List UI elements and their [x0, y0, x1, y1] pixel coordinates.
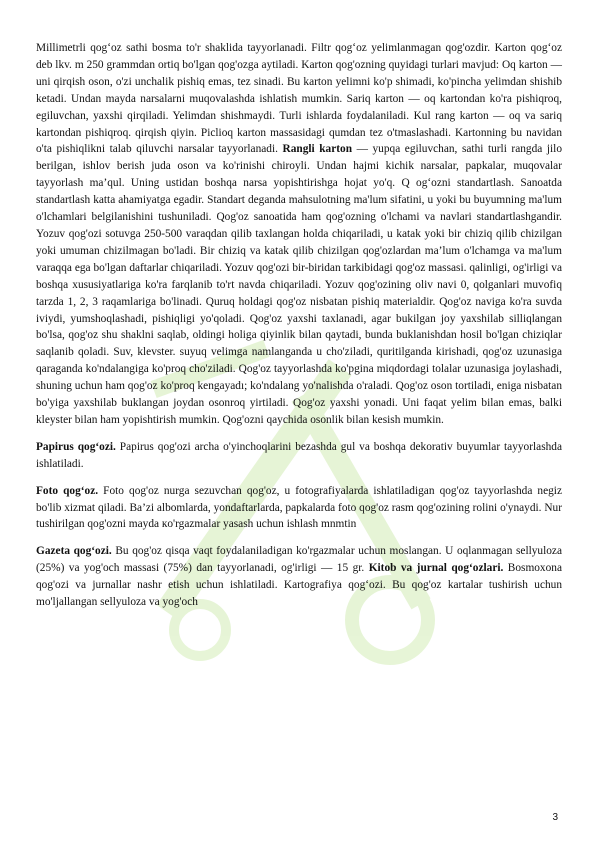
paragraph-papirus [36, 439, 562, 473]
gazeta-text: Bu qog'oz qisqa vaqt foydalaniladigan ko'rgazmalar uchun moslangan. U oqlanmagan sellyuloza (25%) va yog'och massasi (75%) dan tayyorlanadi, og'irligi — 15 gr. [36, 545, 562, 575]
paragraph-karton-text-a: Millimetrli qog‘oz sathi bosma to'r shaklida tayyorlanadi. Filtr qog‘oz yelimlanmagan qog'ozdir. Karton qog‘oz deb lkv. m 250 grammdan ortiq bo'lgan qog'ozga aytiladi. Karton qog'ozning quyidagi turlari mavjud: Oq karton — uni qirqish oson, o'zi unchalik pishiq emas, tez sinadi. Bu karton yelimni ko'p shimadi, ko'pincha yelimdan shishib ketadi. Undan mayda narsalarni muqovalashda ishlatish mumkin. Sariq karton — oq kartondan ko'ra pishiqroq, egiluvchan, yaxshi qirqiladi. Yelimdan shishmaydi. Turli ishlarda foydalaniladi. Kul rang karton — oq va sariq kartondan pishiqroq. qirqish qiyin. Piclioq karton massasidagi qumdan tez o'tmaslashadi. Kartonning bu navidan o'ta pishiqlikni talab qiluvchi narsalar tayyorlanadi. [36, 42, 562, 156]
document-page [36, 40, 562, 621]
foto-text: Foto qog'oz nurga sezuvchan qog'oz, u fotografiyalarda ishlatiladigan qog'oz tayyorlashda negiz bo'lib xizmat qiladi. Ba’zi albomlarda, yondaftarlarda, papkalarda foto qog'oz rasm qog'ozining rolini o'ynaydi. Nur tushirilgan qog'ozni mayda кo'rgazmalar yasash uchun ishlash mnmtin [36, 484, 562, 531]
gazeta-heading: Gazeta qog‘ozi. [36, 545, 112, 558]
papirus-text: Papirus qog'ozi archa o'yinchoqlarini bezashda gul va boshqa dekorativ buyumlar tayyorlashda ishlatiladi. [36, 440, 562, 470]
paragraph-foto [36, 483, 562, 534]
foto-heading: Foto qog‘oz. [36, 484, 99, 497]
rangli-karton-heading: Rangli karton [282, 143, 353, 156]
page-number: 3 [552, 812, 558, 823]
kitob-heading: Kitob va jurnal qog‘ozlari. [368, 562, 504, 575]
paragraph-karton-text-b: — yupqa egiluvchan, sathi turli rangda jilo berilgan, ishlov berish juda oson va ko'rinishi chiroyli. Undan hajmi kichik narsalar, papkalar, muqovalar tayyorlash ma’qul. Uning ustidan boshqa narsa yopishtirishga hojat yo'q. Q og‘ozni standartlash. Sanoatda standartlash katta ahamiyatga egadir. Standart deganda mahsulotning ma'lum sifatini, u yoki bu buyumning ma'lum o'lchamlari belgilanishini tushuniladi. Qog'oz sanoatida ham qog'ozning o'lchami va navlari standartlashgandir. Yozuv qog'ozi sotuvga 250-500 varaqdan qilib taxlangan holda chiqariladi, u katak yoki bir chiziq qilib chizilgan yoki umuman chizilmagan bo'ladi. Bir chiziq va katak qilib chizilgan qog'ozlardan ma’lum o'lchamga va ma'lum varaqqa ega bo'lgan daftarlar chiqariladi. Yozuv qog'ozi bir-biridan tarkibidagi qog'oz massasi. qalinligi, og'irligi va boshqa xususiyatlariga ko'ra farqlanib to'rt navda chiqariladi. Yozuv qog'ozining oliv navi 0, qolganlari muvofiq tarzda 1, 2, 3 raqamlariga bo'linadi. Quruq holdagi qog'oz nisbatan pishiq materialdir. Qog'oz naviga ko'ra suvda iviydi, yumshoqlashadi, pishiqligi yo'qoladi. Qog'oz yaxshi taxlanadi, agar bukilgan joy yaxshilab silliqlangan bo'lsa, qog'oz shu shaklni saqlab, oldingi holiga qiyinlik bilan qaytadi, bunda buklanishdan hosil bo'lgan chiziqlar saqlanib qoladi. Suv, klevster. suyuq velimga namlanganda u cho'ziladi, quritilganda kirishadi, qog'oz uzunasiga qaraganda ko'ndalangiga ko'proq cho'ziladi. Qog'oz tayyorlashda ko'pgina miqdordagi tolalar uzunasiga joylashadi, shuning uchun ham qog'oz ko'proq kengayadı; ko'ndalang yo'nalishda o'raladi. Qog'oz oson tortiladi, eniga nisbatan bo'yiga yaxshilab buklangan joydan osonroq yirtiladi. Qog'oz yaxshi yonadi. Uni faqat yelim bilan emas, balki kleyster bilan ham yopishtirish mumkin. Qog'ozni qaychida osonlik bilan kesish mumkin. [36, 143, 562, 426]
paragraph-gazeta [36, 543, 562, 611]
kitob-text: Bosmoxona qog'ozi va jurnallar nashr etish uchun ishlatiladi. Kartografiya qog‘ozi. Bu qog'oz kartalar tushirish uchun mo'ljallangan sellyuloza va yog'och [36, 562, 562, 609]
papirus-heading: Papirus qog‘ozi. [36, 440, 116, 453]
paragraph-karton [36, 40, 562, 429]
